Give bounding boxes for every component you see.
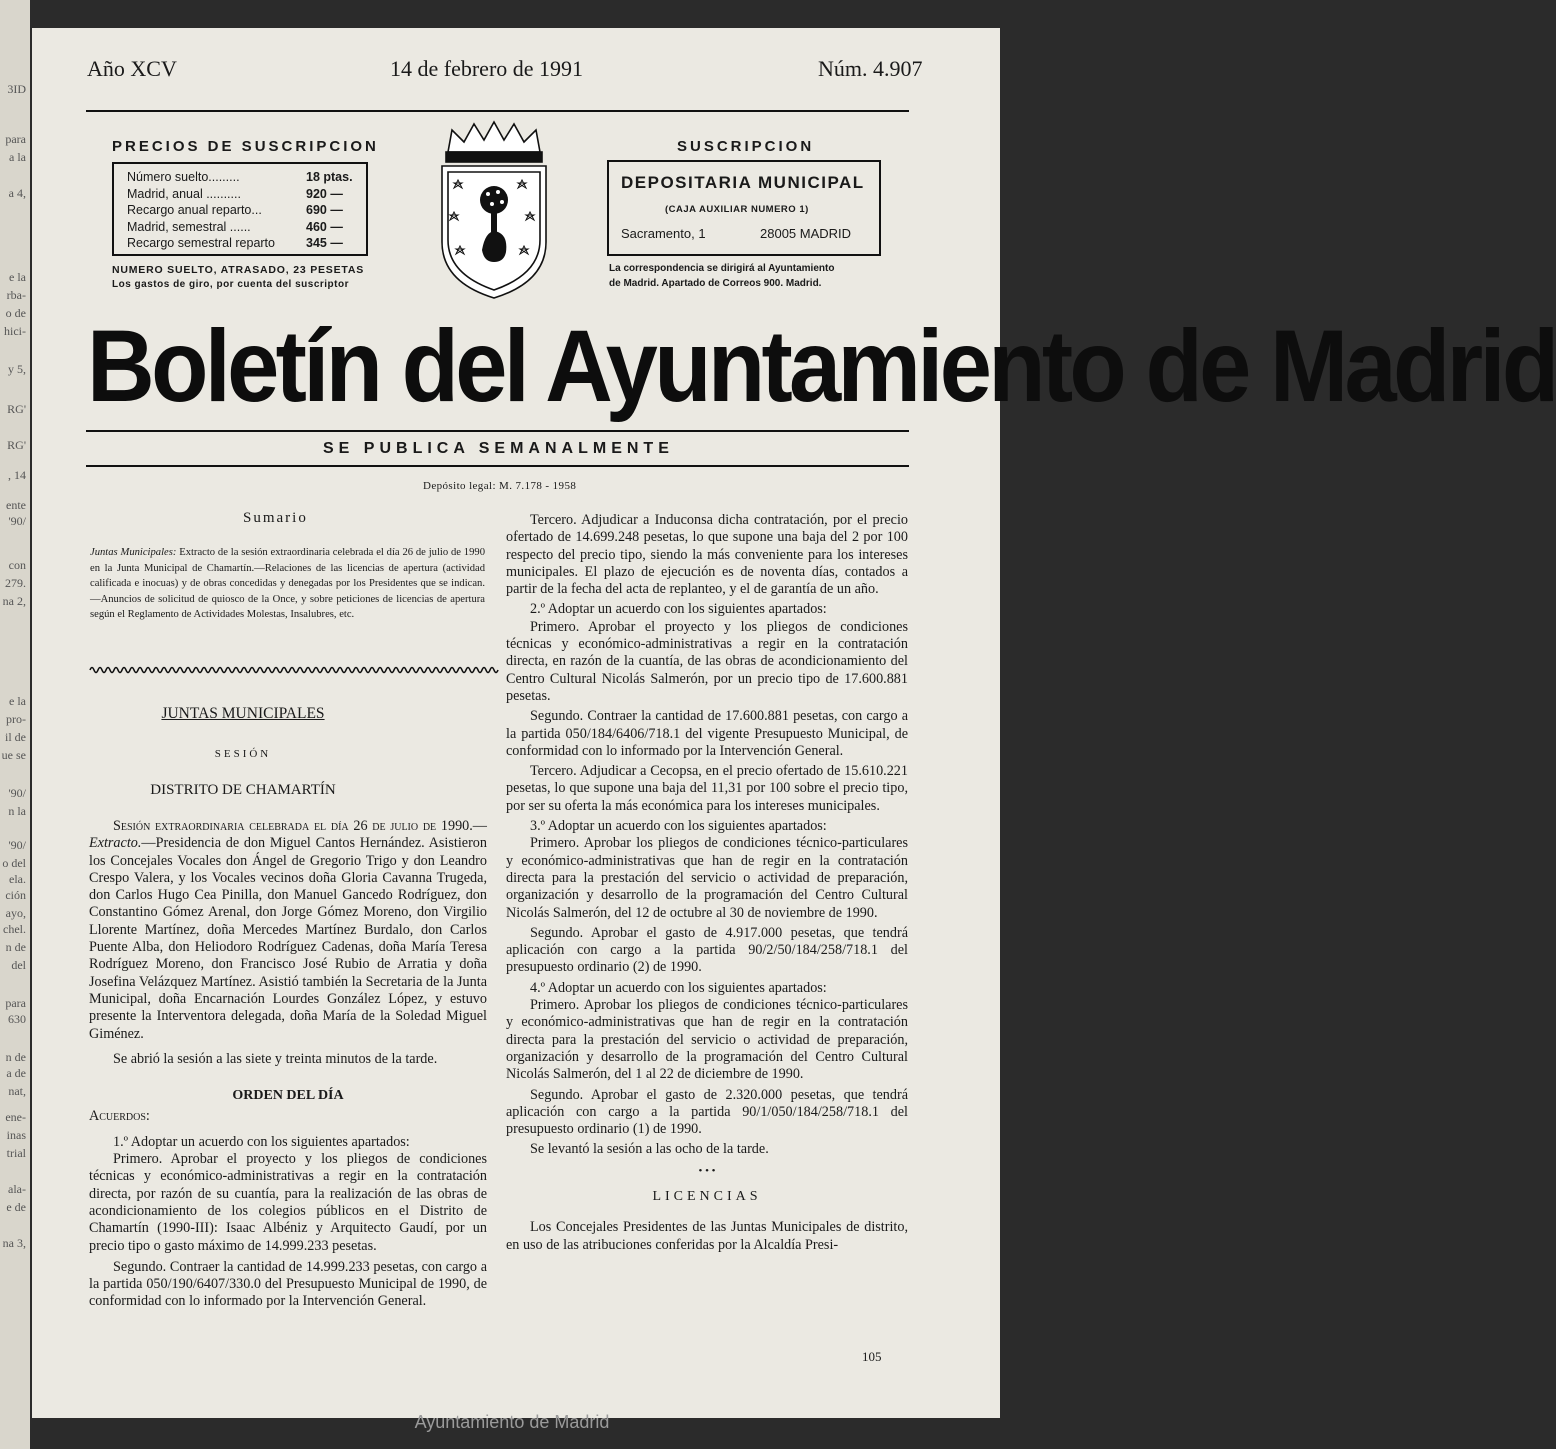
previous-page-fragment: del xyxy=(11,958,26,972)
source-caption: Ayuntamiento de Madrid xyxy=(414,1412,610,1432)
previous-page-fragment: e la xyxy=(9,270,26,284)
right-paragraph: Tercero. Adjudicar a Induconsa dicha contratación, por el precio ofertado de 14.699.248 pesetas, lo que supone una baja del 2 por 100 respecto del precio tipo, siendo la más conveniente para los intereses municipales. El plazo de ejecución es de noventa días, contados a partir de la fecha del acta de replanteo, y el de garantía de un año. xyxy=(506,512,908,598)
previous-page-fragment: ente xyxy=(6,498,26,512)
right-paragraph: Tercero. Adjudicar a Cecopsa, en el precio ofertado de 15.610.221 pesetas, lo que supone una baja del 11,31 por 100 sobre el precio tipo, por ser su oferta la más económica para los intereses municipales. xyxy=(506,763,908,814)
previous-page-fragment: trial xyxy=(6,1146,26,1160)
previous-page-fragment: RG' xyxy=(7,402,26,416)
previous-page-fragment: '90/ xyxy=(8,838,26,852)
previous-page-fragment: o del xyxy=(2,856,26,870)
right-paragraph: 3.º Adoptar un acuerdo con los siguientes apartados: xyxy=(530,818,827,835)
session-lead: Sesión extraordinaria celebrada el día 26 de julio de 1990.— xyxy=(113,818,487,834)
left-column-body xyxy=(89,818,487,1311)
masthead-rule-top xyxy=(86,430,909,432)
extracto-label: Extracto. xyxy=(89,835,142,852)
address-street: Sacramento, 1 xyxy=(621,226,706,241)
previous-page-fragment: e de xyxy=(6,1200,26,1214)
masthead-title: Boletín del Ayuntamiento de Madrid xyxy=(87,309,1556,423)
previous-page-fragment: a de xyxy=(6,1066,26,1080)
price-row-label: Número suelto......... xyxy=(127,170,240,184)
previous-page-fragment: y 5, xyxy=(8,362,26,376)
previous-page-fragment: ayo, xyxy=(5,906,26,920)
price-row-value: 920 — xyxy=(306,186,343,201)
sesion-label: SESIÓN xyxy=(214,748,272,760)
previous-page-fragment: ela. xyxy=(9,872,26,886)
previous-page-fragment: ue se xyxy=(1,748,26,762)
price-row-label: Madrid, semestral ...... xyxy=(127,219,251,234)
address-postal: 28005 MADRID xyxy=(760,226,852,241)
previous-page-fragment: a 4, xyxy=(8,186,26,200)
header-rule xyxy=(86,110,909,112)
wavy-separator xyxy=(90,665,498,675)
previous-page-fragment: nat, xyxy=(8,1084,26,1098)
correspondence-note-2: de Madrid. Apartado de Correos 900. Madrid. xyxy=(609,278,822,289)
previous-page-fragment: pro- xyxy=(6,712,26,726)
prices-note-atrasado: NUMERO SUELTO, ATRASADO, 23 PESETAS xyxy=(112,264,365,276)
right-paragraph: Segundo. Aprobar el gasto de 2.320.000 pesetas, que tendrá aplicación con cargo a la partida 90/1/050/184/258/718.1 del presupuesto ordinario (1) de 1990. xyxy=(506,1086,908,1138)
previous-page-fragment: na 2, xyxy=(2,594,26,608)
right-column-body xyxy=(506,512,908,1254)
previous-page-fragment: o de xyxy=(5,306,26,320)
previous-page-fragment: na 3, xyxy=(2,1236,26,1250)
right-paragraph: 2.º Adoptar un acuerdo con los siguientes apartados: xyxy=(530,601,827,618)
prices-note-giro: Los gastos de giro, por cuenta del suscriptor xyxy=(112,279,349,290)
price-row-value: 18 ptas. xyxy=(306,170,353,184)
previous-page-fragment: '90/ xyxy=(8,786,26,800)
right-paragraph: Primero. Aprobar el proyecto y los pliegos de condiciones técnicas y económico-administrativas a regir en la contratación directa, en razón de la cuantía, de las obras de acondicionamiento del Centro Cultural Nicolás Salmerón, por un precio tipo de 17.600.881 pesetas. xyxy=(506,618,908,704)
previous-page-fragment: n de xyxy=(5,1050,26,1064)
previous-page-fragment: para xyxy=(5,132,26,146)
session-opened: Se abrió la sesión a las siete y treinta minutos de la tarde. xyxy=(113,1050,438,1067)
previous-page-fragment: hici- xyxy=(4,324,26,338)
price-row-label: Madrid, anual .......... xyxy=(127,186,241,201)
previous-page-fragment: il de xyxy=(5,730,26,744)
agreement-1-primero: Primero. Aprobar el proyecto y los pliegos de condiciones técnicas y económico-administrativas a regir en la contratación directa, por razón de su cuantía, para la realización de las obras de acondicionamiento de los colegios públicos en el Distrito de Chamartín (1990-III): Isaac Albéniz y Arquitecto Gaudí, por un precio tipo o gasto máximo de 14.999.233 pesetas. xyxy=(89,1151,487,1254)
previous-page-fragment: 3ID xyxy=(7,82,26,96)
previous-page-fragment: con xyxy=(8,558,26,572)
price-row-value: 345 — xyxy=(306,236,343,250)
caja-auxiliar: (CAJA AUXILIAR NUMERO 1) xyxy=(665,204,809,215)
sumario-body xyxy=(90,545,485,623)
price-row-value: 690 — xyxy=(306,203,343,217)
agreement-1-segundo: Segundo. Contraer la cantidad de 14.999.233 pesetas, con cargo a la partida 050/190/6407/330.0 del Presupuesto Municipal de 1990, de conformidad con lo informado por la Intervención General. xyxy=(89,1258,487,1310)
agreement-1: 1.º Adoptar un acuerdo con los siguientes apartados: xyxy=(113,1133,410,1150)
previous-page-fragment: '90/ xyxy=(8,514,26,528)
previous-page-fragment: rba- xyxy=(6,288,26,302)
previous-page-fragment: ción xyxy=(5,888,26,902)
distrito-label: DISTRITO DE CHAMARTÍN xyxy=(150,782,336,798)
previous-page-fragment: n de xyxy=(5,940,26,954)
year-label: Año XCV xyxy=(87,56,177,81)
previous-page-fragment: ene- xyxy=(5,1110,26,1124)
issue-date: 14 de febrero de 1991 xyxy=(390,56,584,81)
price-row-label: Recargo anual reparto... xyxy=(127,203,262,217)
previous-page-fragment: para xyxy=(5,996,26,1010)
sumario-lead: Juntas Municipales: xyxy=(90,547,177,558)
previous-page-fragment: a la xyxy=(9,150,26,164)
attendees-paragraph: —Presidencia de don Miguel Cantos Hernández. Asistieron los Concejales Vocales don Ángel de Gregorio Trigo y don Leandro Crespo Valera, y los Vocales vecinos doña Gloria Cavanna Trugeda, don Carlos Hugo Cea Pinilla, don Manuel Gancedo Rodríguez, don Constantino Gómez Arenal, don Jorge Gómez Moreno, don Virgilio Llorente Martínez, doña Mercedes Martínez Burdalo, don Carlos Puente Alba, don Heliodoro Rodríguez Cadenas, doña María Teresa Rodríguez Moreno, don Francisco José Rubio de Arratia y doña Josefina Velázquez Martínez. Asistió también la Secretaria de la Junta Municipal, doña Encarnación Lourdes González López, y estuvo presente la Interventora delegada, doña María de la Soledad Miguel Giménez. xyxy=(89,835,487,1042)
previous-page-fragment: RG' xyxy=(7,438,26,452)
orden-del-dia: ORDEN DEL DÍA xyxy=(232,1088,344,1104)
section-title xyxy=(88,705,398,723)
prices-title: PRECIOS DE SUSCRIPCION xyxy=(112,138,379,155)
section-title-text: JUNTAS MUNICIPALES xyxy=(161,705,325,722)
previous-page-fragment: e la xyxy=(9,694,26,708)
section-dots: • • • xyxy=(698,1164,716,1177)
price-row-label: Recargo semestral reparto xyxy=(127,236,275,250)
right-paragraph: Se levantó la sesión a las ocho de la tarde. xyxy=(530,1141,769,1158)
previous-page-fragment: 630 xyxy=(8,1012,26,1026)
right-paragraph: 4.º Adoptar un acuerdo con los siguientes apartados: xyxy=(530,979,827,996)
depositaria-title: DEPOSITARIA MUNICIPAL xyxy=(621,173,865,192)
previous-page-fragment: , 14 xyxy=(8,468,26,482)
masthead-rule-bottom xyxy=(86,465,909,467)
sumario-title: Sumario xyxy=(243,510,308,526)
sumario-text: Extracto de la sesión extraordinaria celebrada el día 26 de julio de 1990 en la Junta Municipal de Chamartín.—Relaciones de las licencias de apertura (actividad calificada e inocuas) y de obras concedidas y denegadas por los Presidentes que se indican.—Anuncios de solicitud de quiosco de la Once, y sobre peticiones de licencias de apertura según el Reglamento de Actividades Molestas, Insalubres, etc. xyxy=(90,547,485,621)
acuerdos-label: Acuerdos: xyxy=(89,1108,150,1125)
right-paragraph: Segundo. Contraer la cantidad de 17.600.881 pesetas, con cargo a la partida 050/184/6406/718.1 del vigente Presupuesto Municipal, de conformidad con lo informado por la Intervención General. xyxy=(506,708,908,759)
licencias-heading: LICENCIAS xyxy=(652,1188,762,1204)
tagline: SE PUBLICA SEMANALMENTE xyxy=(323,440,674,457)
previous-page-fragment: inas xyxy=(6,1128,26,1142)
previous-page-fragment: chel. xyxy=(3,922,26,936)
price-row-value: 460 — xyxy=(306,219,343,234)
subscription-title: SUSCRIPCION xyxy=(677,138,815,155)
issue-number: Núm. 4.907 xyxy=(818,56,923,81)
previous-page-strip xyxy=(0,0,30,1449)
page-number: 105 xyxy=(862,1349,882,1364)
correspondence-note-1: La correspondencia se dirigirá al Ayuntamiento xyxy=(609,263,835,274)
madrid-coat-of-arms xyxy=(434,122,554,302)
previous-page-fragment: 279. xyxy=(5,576,26,590)
right-paragraph: Primero. Aprobar los pliegos de condiciones técnico-particulares y económico-administrativas que han de regir en la contratación directa para la prestación del servicio o actividad de preparación, organización y desarrollo de la programación del Centro Cultural Nicolás Salmerón, del 12 de octubre al 30 de noviembre de 1990. xyxy=(506,835,908,921)
previous-page-fragment: n la xyxy=(8,804,26,818)
previous-page-fragment: ala- xyxy=(8,1182,26,1196)
licencias-intro: Los Concejales Presidentes de las Juntas Municipales de distrito, en uso de las atribuciones conferidas por la Alcaldía Presi- xyxy=(506,1219,908,1253)
right-paragraph: Segundo. Aprobar el gasto de 4.917.000 pesetas, que tendrá aplicación con cargo a la partida 90/2/50/184/258/718.1 del presupuesto ordinario (2) de 1990. xyxy=(506,924,908,976)
right-paragraph: Primero. Aprobar los pliegos de condiciones técnico-particulares y económico-administrativas que han de regir en la contratación directa para la prestación del servicio o actividad de preparación, organización y desarrollo de la programación del Centro Cultural Nicolás Salmerón, del 1 al 22 de diciembre de 1990. xyxy=(506,997,908,1083)
legal-deposit: Depósito legal: M. 7.178 - 1958 xyxy=(423,480,577,492)
